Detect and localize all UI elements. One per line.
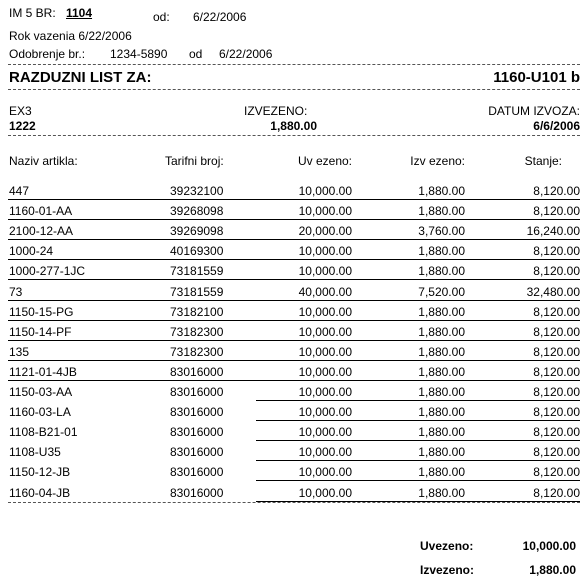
row-separator [8, 380, 256, 381]
odobrenje-date: 6/22/2006 [219, 47, 273, 61]
cell-izvezeno: 1,880.00 [418, 204, 465, 218]
total-uvezeno-value: 10,000.00 [522, 539, 576, 553]
header-divider [8, 64, 580, 65]
row-separator [256, 279, 354, 280]
cell-stanje: 8,120.00 [533, 305, 580, 319]
row-separator [8, 320, 256, 321]
cell-naziv: 2100-12-AA [9, 224, 74, 238]
row-separator [354, 340, 466, 341]
row-separator [8, 219, 256, 220]
title-divider [8, 89, 580, 90]
cell-stanje: 8,120.00 [533, 445, 580, 459]
cell-tarifni: 73181559 [170, 264, 224, 278]
cell-stanje: 8,120.00 [533, 405, 580, 419]
row-separator [256, 440, 354, 441]
cell-tarifni: 40169300 [170, 244, 224, 258]
cell-izvezeno: 1,880.00 [418, 325, 465, 339]
cell-uvezeno: 10,000.00 [298, 425, 352, 439]
cell-tarifni: 83016000 [170, 385, 224, 399]
im-label: IM 5 BR: [9, 6, 56, 20]
cell-uvezeno: 10,000.00 [298, 325, 352, 339]
row-separator [354, 219, 466, 220]
cell-uvezeno: 10,000.00 [298, 184, 352, 198]
cell-stanje: 8,120.00 [533, 486, 580, 500]
cell-tarifni: 83016000 [170, 465, 224, 479]
cell-tarifni: 83016000 [170, 405, 224, 419]
cell-uvezeno: 10,000.00 [298, 345, 352, 359]
cell-stanje: 8,120.00 [533, 385, 580, 399]
cell-naziv: 447 [9, 184, 30, 198]
od-date: 6/22/2006 [193, 10, 247, 24]
cell-tarifni: 73182100 [170, 305, 224, 319]
total-izvezeno-value: 1,880.00 [529, 563, 576, 577]
row-separator [354, 440, 466, 441]
row-separator [466, 239, 580, 240]
row-separator [354, 279, 466, 280]
row-separator [8, 340, 256, 341]
document-code: 1160-U101 b [493, 69, 580, 86]
cell-uvezeno: 10,000.00 [298, 385, 352, 399]
cell-naziv: 1160-01-AA [9, 204, 73, 218]
row-separator [256, 460, 354, 461]
total-izvezeno-label: Izvezeno: [420, 563, 475, 577]
col-tarifni-header: Tarifni broj: [165, 154, 224, 168]
cell-naziv: 1150-03-AA [9, 385, 73, 399]
cell-izvezeno: 1,880.00 [418, 184, 465, 198]
cell-stanje: 32,480.00 [526, 285, 580, 299]
row-separator [466, 420, 580, 421]
row-separator [354, 480, 466, 481]
cell-uvezeno: 10,000.00 [298, 405, 352, 419]
cell-tarifni: 39232100 [170, 184, 224, 198]
document-title: RAZDUZNI LIST ZA: [9, 69, 152, 86]
cell-izvezeno: 1,880.00 [418, 486, 465, 500]
cell-naziv: 1108-B21-01 [9, 425, 78, 439]
row-separator [256, 300, 354, 301]
total-uvezeno-label: Uvezeno: [420, 539, 474, 553]
row-separator [256, 420, 354, 421]
row-separator [256, 480, 354, 481]
izvezeno-label: IZVEZENO: [244, 104, 308, 118]
cell-izvezeno: 1,880.00 [418, 445, 465, 459]
cell-stanje: 8,120.00 [533, 365, 580, 379]
cell-izvezeno: 3,760.00 [418, 224, 465, 238]
datum-value: 6/6/2006 [533, 119, 580, 133]
row-separator [354, 420, 466, 421]
cell-izvezeno: 1,880.00 [418, 365, 465, 379]
row-separator [354, 400, 466, 401]
odobrenje-label: Odobrenje br.: [9, 47, 86, 61]
cell-uvezeno: 10,000.00 [298, 264, 352, 278]
cell-stanje: 8,120.00 [533, 264, 580, 278]
row-separator [354, 259, 466, 260]
row-separator [256, 219, 354, 220]
row-separator [466, 440, 580, 441]
row-separator [466, 460, 580, 461]
cell-naziv: 1150-14-PF [9, 325, 72, 339]
cell-naziv: 1108-U35 [9, 445, 61, 459]
row-separator [256, 259, 354, 260]
cell-uvezeno: 10,000.00 [298, 204, 352, 218]
cell-naziv: 1000-277-1JC [9, 264, 86, 278]
odobrenje-number: 1234-5890 [110, 47, 168, 61]
table-end-divider [8, 502, 580, 503]
cell-tarifni: 39269098 [170, 224, 224, 238]
cell-uvezeno: 10,000.00 [298, 465, 352, 479]
cell-uvezeno: 20,000.00 [298, 224, 352, 238]
cell-izvezeno: 1,880.00 [418, 305, 465, 319]
cell-tarifni: 83016000 [170, 445, 224, 459]
cell-izvezeno: 7,520.00 [418, 285, 465, 299]
row-separator [8, 279, 256, 280]
cell-uvezeno: 10,000.00 [298, 305, 352, 319]
cell-tarifni: 83016000 [170, 425, 224, 439]
row-separator [466, 199, 580, 200]
summary-divider [8, 135, 580, 136]
cell-tarifni: 83016000 [170, 486, 224, 500]
cell-izvezeno: 1,880.00 [418, 405, 465, 419]
row-separator [354, 300, 466, 301]
row-separator [256, 320, 354, 321]
row-separator [354, 199, 466, 200]
odobrenje-od: od [189, 47, 203, 61]
cell-naziv: 1000-24 [9, 244, 54, 258]
cell-uvezeno: 10,000.00 [298, 445, 352, 459]
row-separator [466, 340, 580, 341]
row-separator [466, 360, 580, 361]
cell-stanje: 8,120.00 [533, 244, 580, 258]
cell-stanje: 8,120.00 [533, 325, 580, 339]
row-separator [8, 239, 256, 240]
cell-naziv: 135 [9, 345, 30, 359]
cell-uvezeno: 10,000.00 [298, 486, 352, 500]
cell-tarifni: 83016000 [170, 365, 224, 379]
cell-naziv: 1160-04-JB [9, 486, 71, 500]
cell-stanje: 8,120.00 [533, 204, 580, 218]
row-separator [256, 340, 354, 341]
cell-tarifni: 73181559 [170, 285, 224, 299]
row-separator [466, 380, 580, 381]
cell-stanje: 8,120.00 [533, 465, 580, 479]
cell-tarifni: 73182300 [170, 325, 224, 339]
cell-izvezeno: 1,880.00 [418, 425, 465, 439]
row-separator [8, 360, 256, 361]
row-separator [354, 360, 466, 361]
cell-stanje: 8,120.00 [533, 345, 580, 359]
code-label: EX3 [9, 104, 32, 118]
row-separator [256, 400, 354, 401]
col-naziv-header: Naziv artikla: [9, 154, 78, 168]
row-separator [256, 239, 354, 240]
row-separator [256, 380, 354, 381]
cell-stanje: 16,240.00 [526, 224, 580, 238]
row-separator [466, 480, 580, 481]
cell-stanje: 8,120.00 [533, 425, 580, 439]
row-separator [466, 219, 580, 220]
row-separator [256, 199, 354, 200]
cell-uvezeno: 40,000.00 [298, 285, 352, 299]
od-label: od: [153, 10, 170, 24]
row-separator [466, 320, 580, 321]
cell-izvezeno: 1,880.00 [418, 264, 465, 278]
cell-tarifni: 39268098 [170, 204, 224, 218]
cell-naziv: 1160-03-LA [9, 405, 71, 419]
cell-naziv: 1121-01-4JB [9, 365, 77, 379]
cell-izvezeno: 1,880.00 [418, 465, 465, 479]
col-uvezeno-header: Uv ezeno: [297, 154, 352, 168]
cell-stanje: 8,120.00 [533, 184, 580, 198]
cell-izvezeno: 1,880.00 [418, 385, 465, 399]
row-separator [466, 279, 580, 280]
row-separator [8, 300, 256, 301]
cell-tarifni: 73182300 [170, 345, 224, 359]
cell-izvezeno: 1,880.00 [418, 345, 465, 359]
row-separator [8, 199, 256, 200]
row-separator [466, 400, 580, 401]
cell-uvezeno: 10,000.00 [298, 365, 352, 379]
izvezeno-value: 1,880.00 [270, 119, 317, 133]
row-separator [354, 380, 466, 381]
rok-vazenia: Rok vazenia 6/22/2006 [9, 29, 132, 43]
cell-naziv: 1150-15-PG [9, 305, 74, 319]
row-separator [466, 259, 580, 260]
cell-naziv: 73 [9, 285, 23, 299]
cell-naziv: 1150-12-JB [9, 465, 71, 479]
code-value: 1222 [9, 119, 36, 133]
row-separator [466, 300, 580, 301]
col-izvezeno-header: Izv ezeno: [410, 154, 465, 168]
col-stanje-header: Stanje: [524, 154, 562, 168]
row-separator [8, 259, 256, 260]
row-separator [256, 360, 354, 361]
cell-uvezeno: 10,000.00 [298, 244, 352, 258]
row-separator [354, 320, 466, 321]
row-separator [354, 239, 466, 240]
datum-label: DATUM IZVOZA: [488, 104, 580, 118]
cell-izvezeno: 1,880.00 [418, 244, 465, 258]
row-separator [354, 460, 466, 461]
im-number: 1104 [66, 6, 93, 20]
